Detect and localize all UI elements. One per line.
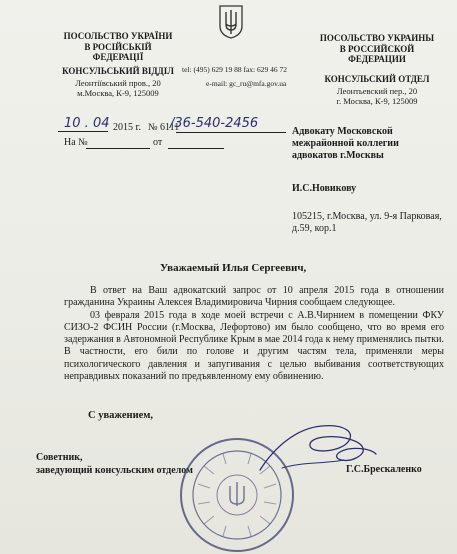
right-header-line1: ПОСОЛЬСТВО УКРАИНЫ (319, 33, 435, 43)
left-header-line1: ПОСОЛЬСТВО УКРАЇНИ (63, 31, 173, 41)
reply-to-underline (86, 148, 150, 149)
left-header-addr2: м.Москва, К-9, 125009 (77, 88, 159, 98)
right-header-dept: КОНСУЛЬСКИЙ ОТДЕЛ (324, 74, 430, 84)
right-header-line3: ФЕДЕРАЦИИ (348, 54, 406, 64)
recipient-org-line1: Адвокату Московской (292, 126, 393, 137)
handwritten-signature-icon (252, 418, 382, 480)
left-header-dept: КОНСУЛЬСЬКИЙ ВІДДІЛ (62, 66, 174, 76)
left-header-line3: ФЕДЕРАЦІЇ (92, 52, 144, 62)
paragraph-2: 03 февраля 2015 года в ходе моей встречи с А.В.Чирнием в помещении ФКУ СИЗО-2 ФСИН России (г.Москва, Лефортово) им было сообщено, что во время его задержания в Автономной Республике Крым в мае 2014 года к нему применялись пытки. В частности, его били по голове и другим частям тела, применяли меры психологического давления и запугивания с целью выбивания соответствующих неправдивых показаний по предъявленному ему обвинению. (64, 309, 444, 383)
reply-from-label: от (153, 137, 163, 148)
reply-from-underline (168, 148, 224, 149)
left-header-addr1: Леонтіївський пров., 20 (75, 78, 161, 88)
recipient-name: И.С.Новикову (292, 183, 357, 194)
signatory-title (36, 451, 193, 477)
handwritten-date: 10 . 04 (64, 116, 110, 131)
salutation: Уважаемый Илья Сергеевич, (160, 262, 307, 274)
recipient-addr-line2: д.59, кор.1 (292, 223, 337, 234)
contact-phone-fax: tel: (495) 629 19 88 fax: 629 46 72 (182, 65, 287, 74)
recipient-org-line3: адвокатов г.Москвы (292, 150, 384, 161)
recipient-address (292, 211, 456, 235)
signatory-title-line2: заведующий консульским отделом (36, 465, 193, 476)
date-underline (58, 131, 108, 132)
handwritten-number: /36-540-2456 (170, 116, 259, 131)
recipient-org-line2: межрайонной коллегии (292, 138, 399, 149)
contact-email: e-mail: gc_ru@mfa.gov.ua (206, 79, 287, 88)
closing-phrase: С уважением, (88, 410, 154, 421)
recipient-organization (292, 126, 452, 162)
letter-body (64, 285, 444, 383)
right-header-address (302, 86, 452, 106)
trident-coat-of-arms-icon (218, 4, 244, 40)
right-header-title (302, 33, 452, 65)
paragraph-1: В ответ на Ваш адвокатский запрос от 10 апреля 2015 года в отношении гражданина Украины Алексея Владимировича Чирния сообщаем следующее. (64, 285, 444, 309)
signatory-name: Г.С.Брескаленко (346, 464, 422, 475)
recipient-addr-line1: 105215, г.Москва, ул. 9-я Парковая, (292, 211, 442, 222)
reference-year: 2015 г. (113, 122, 141, 133)
left-header-line2: В РОСІЙСЬКІЙ (84, 41, 152, 52)
number-underline (176, 132, 286, 133)
reply-to-label: На № (64, 137, 88, 148)
reference-number-prefix: № 6111 (148, 122, 180, 133)
right-header-line2: В РОССИЙСКОЙ (339, 43, 415, 54)
right-header-addr2: г. Москва, К-9, 125009 (336, 96, 418, 106)
right-header-addr1: Леонтьевский пер., 20 (336, 86, 418, 96)
left-header-address (38, 78, 198, 98)
left-header-title (38, 31, 198, 63)
signatory-title-line1: Советник, (36, 452, 83, 463)
